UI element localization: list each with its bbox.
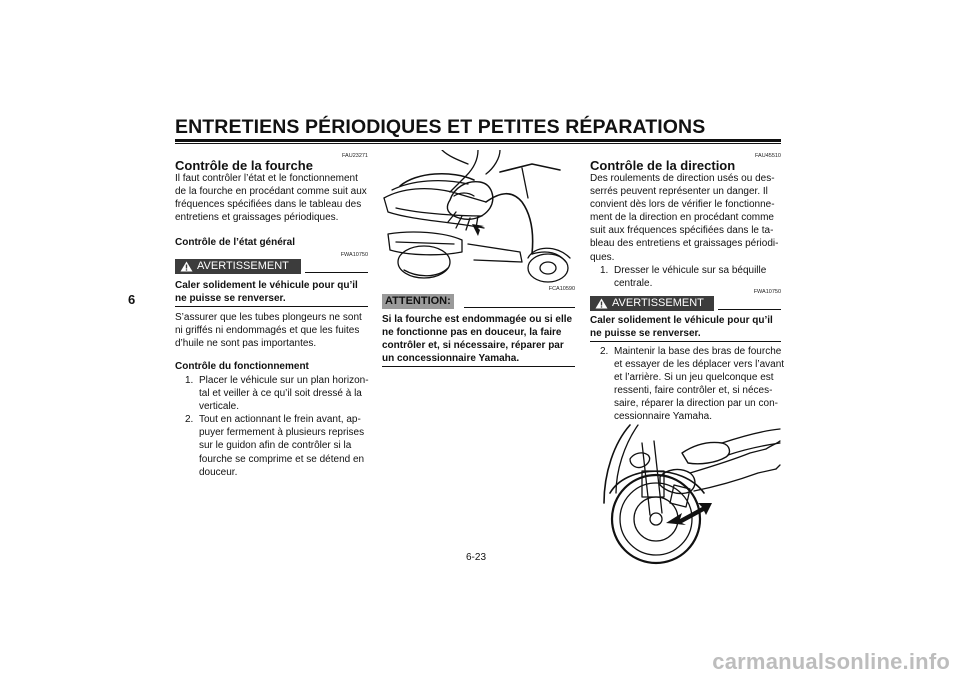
text-line: entretiens et graissages périodiques. bbox=[175, 212, 339, 224]
list-item: centrale. bbox=[614, 278, 653, 290]
text-line: Si la fourche est endommagée ou si elle bbox=[382, 314, 573, 325]
text-line: S’assurer que les tubes plongeurs ne sont bbox=[175, 312, 362, 323]
attention-code: FCA10590 bbox=[548, 286, 575, 292]
text-line: ni griffés ni endommagés et que les fuites bbox=[175, 325, 360, 337]
list-item: sur le guidon afin de contrôler si la bbox=[199, 440, 352, 452]
attention-end-rule bbox=[382, 366, 575, 367]
warning-rule bbox=[718, 309, 781, 310]
text-line: convient dès lors de vérifier le fonctionne- bbox=[590, 199, 775, 211]
scooter-fork-illustration bbox=[382, 150, 575, 285]
subsection-title-etat: Contrôle de l’état général bbox=[175, 237, 296, 248]
warning-text bbox=[175, 279, 358, 305]
header-rule-thin bbox=[175, 143, 781, 144]
fourche-intro bbox=[175, 172, 368, 224]
section-title-direction: Contrôle de la direction bbox=[590, 158, 736, 173]
header-rule bbox=[175, 139, 781, 142]
attention-rule bbox=[464, 307, 575, 308]
text-line: d’huile ne sont pas importantes. bbox=[175, 338, 317, 350]
watermark: carmanualsonline.info bbox=[712, 649, 950, 674]
text-line: ne fonctionne pas en douceur, la faire bbox=[382, 327, 562, 339]
direction-intro bbox=[590, 172, 781, 264]
text-line: serrés peuvent représenter un danger. Il bbox=[590, 186, 768, 198]
ref-code: FAU45510 bbox=[755, 153, 781, 159]
section-title-fourche: Contrôle de la fourche bbox=[175, 158, 313, 173]
list-item: 2. Tout en actionnant le frein avant, ap- bbox=[185, 414, 361, 426]
warning-triangle-icon bbox=[180, 261, 193, 272]
ref-code: FAU23271 bbox=[342, 153, 368, 159]
text-line: un concessionnaire Yamaha. bbox=[382, 353, 520, 365]
text-line: contrôler et, si nécessaire, réparer par bbox=[382, 340, 564, 352]
warning-badge bbox=[590, 296, 714, 311]
text-line: ne puisse se renverser. bbox=[175, 293, 286, 305]
list-item: et essayer de les déplacer vers l’avant bbox=[614, 359, 785, 371]
warning-text bbox=[590, 314, 773, 340]
warning-end-rule bbox=[590, 341, 781, 342]
direction-step2 bbox=[590, 345, 785, 424]
warning-badge bbox=[175, 259, 301, 274]
list-item: douceur. bbox=[199, 466, 238, 478]
text-line: ques. bbox=[590, 251, 615, 263]
text-line: Caler solidement le véhicule pour qu’il bbox=[175, 280, 358, 291]
direction-step1 bbox=[590, 264, 781, 290]
text-line: Caler solidement le véhicule pour qu’il bbox=[590, 315, 773, 326]
list-item: puyer fermement à plusieurs reprises bbox=[199, 427, 365, 439]
list-item: cessionnaire Yamaha. bbox=[614, 411, 713, 423]
list-item: saire, réparer la direction par un con- bbox=[614, 398, 778, 410]
etat-text bbox=[175, 311, 368, 350]
text-line: de la fourche en procédant comme suit aux bbox=[175, 186, 367, 198]
list-item: fourche se comprime et se détend en bbox=[199, 453, 365, 465]
warning-label: AVERTISSEMENT bbox=[197, 260, 289, 272]
attention-text bbox=[382, 313, 572, 365]
list-item: tal et veiller à ce qu’il soit dressé à la bbox=[199, 388, 362, 400]
page-number: 6-23 bbox=[466, 552, 487, 563]
attention-badge: ATTENTION: bbox=[382, 294, 454, 309]
fonctionnement-steps bbox=[175, 374, 368, 479]
text-line: Des roulements de direction usés ou des- bbox=[590, 173, 775, 184]
warning-label: AVERTISSEMENT bbox=[612, 297, 704, 309]
list-item: verticale. bbox=[199, 401, 240, 413]
list-item: ressenti, faire contrôler et, si néces- bbox=[614, 385, 773, 397]
warning-triangle-icon bbox=[595, 298, 608, 309]
chapter-number: 6 bbox=[128, 292, 136, 307]
warning-code: FWA10750 bbox=[753, 289, 781, 295]
warning-rule bbox=[305, 272, 368, 273]
text-line: suit aux fréquences spécifiées dans le ta- bbox=[590, 225, 774, 237]
warning-end-rule bbox=[175, 306, 368, 307]
subsection-title-fonctionnement: Contrôle du fonctionnement bbox=[175, 361, 309, 372]
text-line: ment de la direction en procédant comme bbox=[590, 212, 774, 224]
list-item: 1. Placer le véhicule sur un plan horizon- bbox=[185, 375, 369, 386]
text-line: bleau des entretiens et graissages périodi- bbox=[590, 238, 779, 250]
page-header-title: ENTRETIENS PÉRIODIQUES ET PETITES RÉPARATIONS bbox=[175, 116, 706, 138]
text-line: Il faut contrôler l’état et le fonctionnement bbox=[175, 173, 358, 184]
list-item: 1. Dresser le véhicule sur sa béquille bbox=[600, 265, 767, 276]
text-line: ne puisse se renverser. bbox=[590, 328, 701, 340]
steering-check-illustration bbox=[590, 423, 781, 565]
list-item: 2. Maintenir la base des bras de fourche bbox=[600, 346, 782, 357]
list-item: et l’arrière. Si un jeu quelconque est bbox=[614, 372, 774, 384]
warning-code: FWA10750 bbox=[340, 252, 368, 258]
text-line: fréquences spécifiées dans le tableau des bbox=[175, 199, 362, 211]
